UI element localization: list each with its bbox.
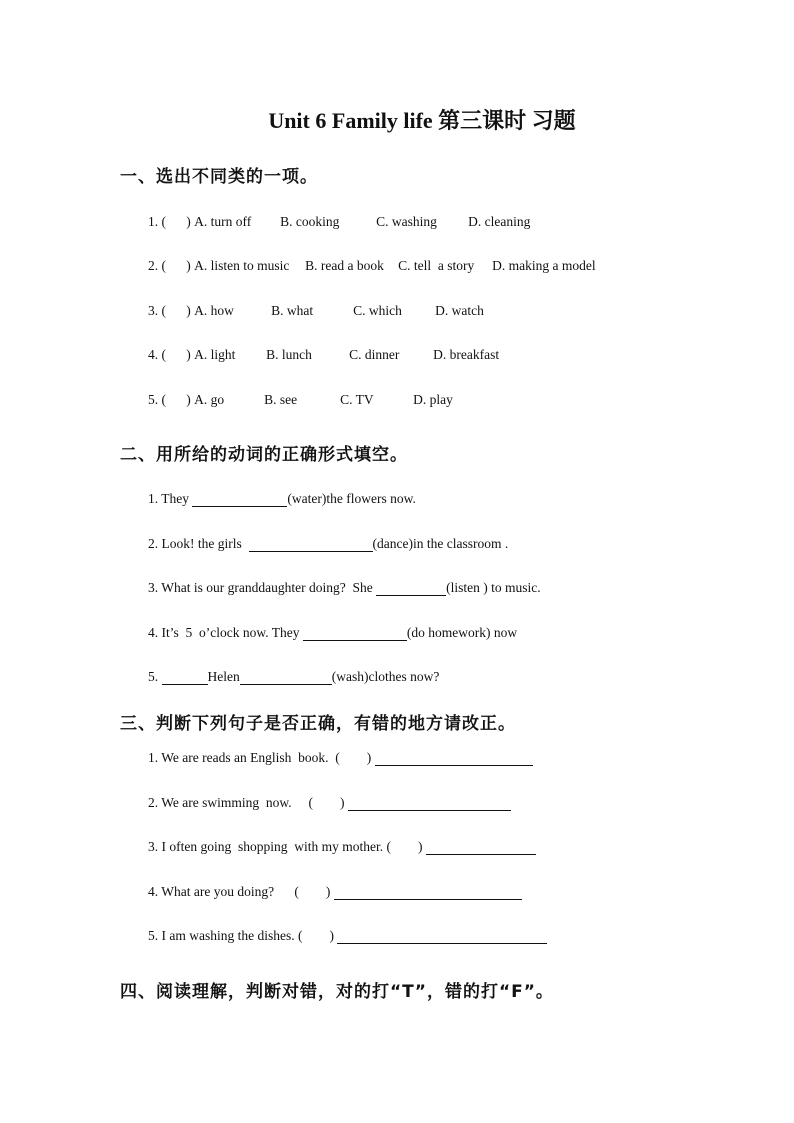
question-1-5 bbox=[148, 392, 453, 408]
sentence-end: in the classroom . bbox=[412, 536, 509, 551]
answer-blank[interactable] bbox=[376, 581, 446, 596]
question-number: 2. ( ) bbox=[148, 258, 191, 273]
section-4-heading: 四、阅读理解，判断对错，对的打“T”，错的打“F”。 bbox=[120, 982, 554, 1002]
option-b: B. cooking bbox=[280, 214, 340, 229]
verb-hint: (wash) bbox=[331, 669, 369, 684]
sentence: 3. I often going shopping with my mother. ( ) bbox=[148, 839, 426, 854]
section-2-heading: 二、用所给的动词的正确形式填空。 bbox=[120, 445, 408, 465]
verb-hint: (listen ) to music. bbox=[446, 580, 541, 595]
question-number: 4. ( ) bbox=[148, 347, 191, 362]
option-b: B. what bbox=[271, 303, 314, 318]
question-2-3 bbox=[148, 580, 541, 596]
option-a: A. turn off bbox=[194, 214, 252, 229]
sentence-end: the flowers now. bbox=[326, 491, 416, 506]
option-a: A. go bbox=[194, 392, 225, 407]
question-3-3 bbox=[148, 839, 536, 855]
sentence: 4. What are you doing? ( ) bbox=[148, 884, 334, 899]
question-number: 5. ( ) bbox=[148, 392, 191, 407]
question-1-2 bbox=[148, 258, 596, 274]
option-c: C. dinner bbox=[349, 347, 400, 362]
sentence: 1. We are reads an English book. ( ) bbox=[148, 750, 375, 765]
option-b: B. read a book bbox=[305, 258, 384, 273]
subject: Helen bbox=[207, 669, 240, 684]
question-3-1 bbox=[148, 750, 533, 766]
option-c: C. which bbox=[353, 303, 402, 318]
sentence-start: 5. bbox=[148, 669, 162, 684]
option-d: D. cleaning bbox=[468, 214, 531, 229]
answer-blank[interactable] bbox=[192, 492, 287, 507]
question-2-2 bbox=[148, 536, 508, 552]
section-1-heading: 一、选出不同类的一项。 bbox=[120, 167, 318, 187]
question-3-2 bbox=[148, 795, 511, 811]
sentence-start: 4. It’s 5 o’clock now. They bbox=[148, 625, 303, 640]
answer-blank[interactable] bbox=[303, 626, 407, 641]
answer-blank[interactable] bbox=[162, 670, 208, 685]
page-title: Unit 6 Family life 第三课时 习题 bbox=[268, 108, 576, 133]
option-d: D. watch bbox=[435, 303, 484, 318]
option-b: B. see bbox=[264, 392, 298, 407]
verb-hint: (dance) bbox=[372, 536, 413, 551]
question-1-1 bbox=[148, 214, 530, 230]
option-c: C. TV bbox=[340, 392, 374, 407]
option-c: C. tell a story bbox=[398, 258, 475, 273]
sentence-start: 2. Look! the girls bbox=[148, 536, 249, 551]
answer-blank[interactable] bbox=[240, 670, 332, 685]
option-d: D. play bbox=[413, 392, 453, 407]
question-3-5 bbox=[148, 928, 547, 944]
verb-hint: (water) bbox=[287, 491, 327, 506]
question-2-4 bbox=[148, 625, 517, 641]
option-a: A. light bbox=[194, 347, 236, 362]
option-a: A. how bbox=[194, 303, 234, 318]
answer-blank[interactable] bbox=[249, 537, 373, 552]
sentence-start: 1. They bbox=[148, 491, 193, 506]
question-number: 1. ( ) bbox=[148, 214, 191, 229]
question-1-4 bbox=[148, 347, 499, 363]
correction-blank[interactable] bbox=[337, 929, 547, 944]
sentence: 2. We are swimming now. ( ) bbox=[148, 795, 348, 810]
correction-blank[interactable] bbox=[375, 751, 533, 766]
question-3-4 bbox=[148, 884, 522, 900]
verb-hint: (do homework) now bbox=[406, 625, 518, 640]
question-number: 3. ( ) bbox=[148, 303, 191, 318]
option-b: B. lunch bbox=[266, 347, 312, 362]
question-2-1 bbox=[148, 491, 416, 507]
sentence: 5. I am washing the dishes. ( ) bbox=[148, 928, 338, 943]
correction-blank[interactable] bbox=[334, 885, 522, 900]
question-1-3 bbox=[148, 303, 484, 319]
option-c: C. washing bbox=[376, 214, 437, 229]
option-d: D. breakfast bbox=[433, 347, 500, 362]
option-d: D. making a model bbox=[492, 258, 596, 273]
section-3-heading: 三、判断下列句子是否正确，有错的地方请改正。 bbox=[120, 714, 516, 734]
sentence-start: 3. What is our granddaughter doing? She bbox=[148, 580, 377, 595]
correction-blank[interactable] bbox=[426, 840, 536, 855]
option-a: A. listen to music bbox=[194, 258, 290, 273]
question-2-5 bbox=[148, 669, 439, 685]
correction-blank[interactable] bbox=[348, 796, 511, 811]
sentence-end: clothes now? bbox=[368, 669, 440, 684]
